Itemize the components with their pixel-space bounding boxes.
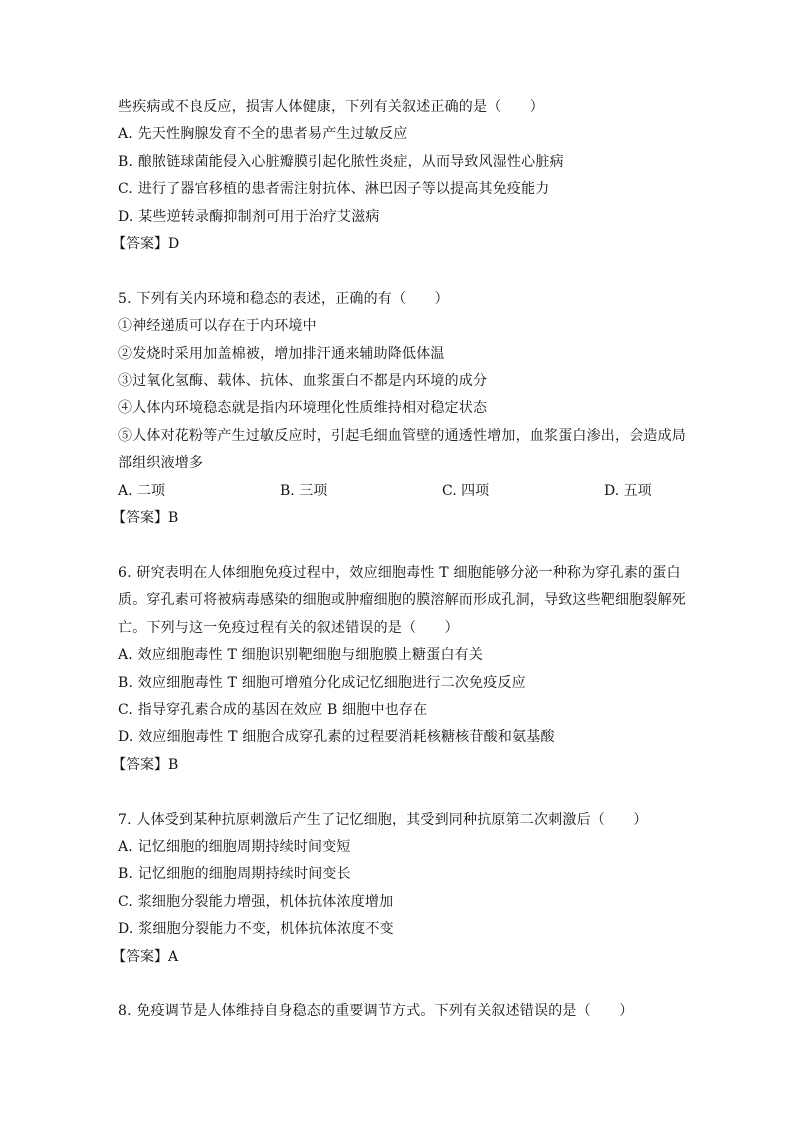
question-6-stem-line-2: 质。穿孔素可将被病毒感染的细胞或肿瘤细胞的膜溶解而形成孔洞，导致这些靶细胞裂解死 <box>118 592 686 609</box>
question-7-option-a: A. 记忆细胞的细胞周期持续时间变短 <box>118 838 351 855</box>
question-8 <box>118 998 684 1025</box>
question-7-option-d: D. 浆细胞分裂能力不变，机体抗体浓度不变 <box>118 921 394 938</box>
question-4-answer: 【答案】D <box>112 236 180 253</box>
spacer <box>118 258 684 285</box>
question-4-stem: 些疾病或不良反应，损害人体健康，下列有关叙述正确的是（ ） <box>118 99 544 115</box>
question-4 <box>112 94 684 258</box>
question-6-option-c: C. 指导穿孔素合成的基因在效应 B 细胞中也存在 <box>118 701 428 718</box>
question-6-option-a: A. 效应细胞毒性 T 细胞识别靶细胞与细胞膜上糖蛋白有关 <box>118 647 484 664</box>
question-6-answer: 【答案】B <box>112 756 179 773</box>
question-7-stem: 7. 人体受到某种抗原刺激后产生了记忆细胞，其受到同种抗原第二次刺激后（ ） <box>118 811 648 828</box>
question-6-option-b: B. 效应细胞毒性 T 细胞可增殖分化成记忆细胞进行二次免疫反应 <box>118 674 526 691</box>
question-5 <box>112 286 686 533</box>
question-7-answer: 【答案】A <box>112 948 179 965</box>
spacer <box>118 779 684 806</box>
question-5-option-d: D. 五项 <box>604 482 652 499</box>
question-4-option-d: D. 某些逆转录酶抑制剂可用于治疗艾滋病 <box>118 208 380 225</box>
question-7 <box>112 807 684 971</box>
question-8-stem: 8. 免疫调节是人体维持自身稳态的重要调节方式。下列有关叙述错误的是（ ） <box>118 1003 634 1020</box>
question-5-statement-4: ④人体内环境稳态就是指内环境理化性质维持相对稳定状态 <box>118 400 488 417</box>
spacer <box>118 971 684 998</box>
question-5-statement-3: ③过氧化氢酶、载体、抗体、血浆蛋白不都是内环境的成分 <box>118 373 488 390</box>
question-4-option-a: A. 先天性胸腺发育不全的患者易产生过敏反应 <box>118 126 408 143</box>
question-7-option-b: B. 记忆细胞的细胞周期持续时间变长 <box>118 866 351 883</box>
question-5-option-b: B. 三项 <box>280 482 328 499</box>
question-5-statement-5: ⑤人体对花粉等产生过敏反应时，引起毛细血管壁的通透性增加，血浆蛋白渗出，会造成局 <box>118 427 686 444</box>
question-5-options <box>118 478 684 505</box>
question-6-stem-line-1: 6. 研究表明在人体细胞免疫过程中，效应细胞毒性 T 细胞能够分泌一种称为穿孔素的蛋白 <box>118 564 681 581</box>
question-5-answer: 【答案】B <box>112 510 179 527</box>
question-5-option-c: C. 四项 <box>442 482 490 499</box>
question-5-statement-2: ②发烧时采用加盖棉被，增加排汗通来辅助降低体温 <box>118 345 445 362</box>
question-5-stem: 5. 下列有关内环境和稳态的表述，正确的有（ ） <box>118 290 449 307</box>
question-7-option-c: C. 浆细胞分裂能力增强，机体抗体浓度增加 <box>118 893 394 910</box>
question-4-option-c: C. 进行了器官移植的患者需注射抗体、淋巴因子等以提高其免疫能力 <box>118 181 550 198</box>
question-5-statement-5-cont: 部组织液增多 <box>118 455 204 472</box>
question-5-statement-1: ①神经递质可以存在于内环境中 <box>118 318 317 335</box>
question-6-stem-line-3: 亡。下列与这一免疫过程有关的叙述错误的是（ ） <box>118 619 459 636</box>
spacer <box>118 532 684 559</box>
question-6-option-d: D. 效应细胞毒性 T 细胞合成穿孔素的过程要消耗核糖核苷酸和氨基酸 <box>118 729 555 746</box>
question-5-option-a: A. 二项 <box>118 482 166 499</box>
question-6 <box>112 560 686 779</box>
question-4-option-b: B. 酿脓链球菌能侵入心脏瓣膜引起化脓性炎症，从而导致风湿性心脏病 <box>118 153 564 170</box>
